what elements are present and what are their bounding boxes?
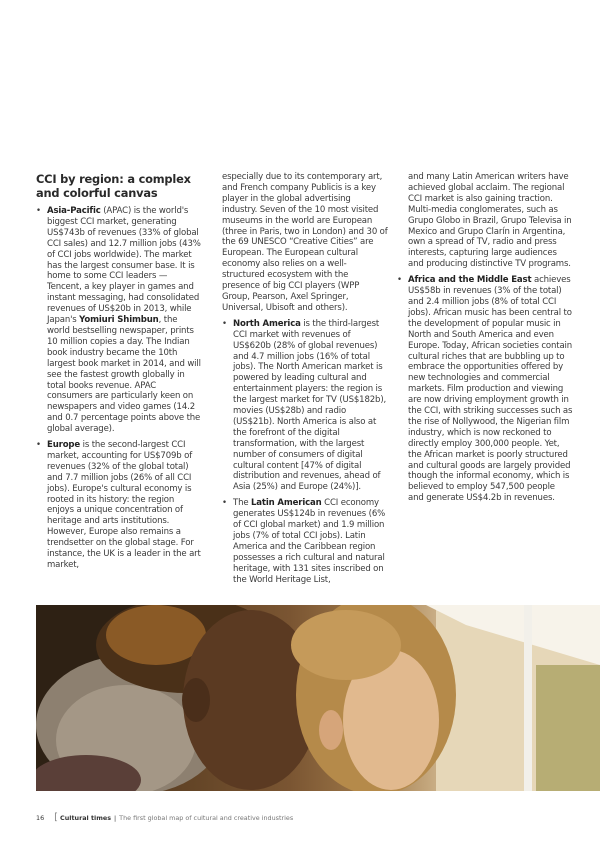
column-1: [36, 172, 202, 576]
bullet-icon: •: [36, 206, 41, 216]
publication-subtitle: The first global map of cultural and creative industries: [119, 814, 294, 822]
photo-two-women-looking-up: [36, 605, 600, 791]
column-3: [397, 172, 573, 509]
bracket-mark: [: [54, 812, 59, 823]
bullet-icon: •: [222, 318, 227, 329]
bullet-north-america: • North America is the third-largest CCI market with revenues of US$620b (28% of global revenues) and 4.7 million jobs (16% of total jobs). The North American market is powered by leading cultural and entertainment players: the region is the largest market for TV (US$182b), movies (US$28b) and radio (US$21b). North America is also at the forefront of the digital transformation, with the largest number of consumers of digital cultural content [47% of digital distribution and revenues, ahead of Asia (25%) and Europe (24%)].: [222, 318, 387, 493]
page-number: 16: [36, 814, 45, 822]
page-footer: [36, 814, 293, 822]
publication-title: Cultural times: [60, 814, 112, 822]
bullet-asia-pacific: • Asia-Pacific (APAC) is the world's biggest CCI market, generating US$743b of revenues (33% of global CCI sales) and 12.7 million jobs (43% of CCI jobs worldwide). The market has the largest consumer base. It is home to some CCI leaders — Tencent, a key player in games and instant messaging, had consolidated revenues of US$20b in 2013, while Japan's Yomiuri Shimbun, the world bestselling newspaper, prints 10 million copies a day. The Indian book industry became the 10th largest book market in 2014, and will see the fastest growth globally in total books revenue. APAC consumers are particularly keen on newspapers and video games (14.2 and 0.7 percentage points above the global average).: [36, 206, 201, 435]
europe-continued: especially due to its contemporary art, and French company Publicis is a key player in the global advertising industry. Seven of the 10 most visited museums in the world are European (three in Paris, two in London) and 30 of the 69 UNESCO “Creative Cities” are European. The European cultural economy also relies on a well-structured ecosystem with the presence of big CCI players (WPP Group, Pearson, Axel Springer, Universal, Ubisoft and others).: [222, 172, 388, 313]
photo-illustration: [36, 605, 600, 791]
bullet-icon: •: [222, 498, 227, 509]
bullet-latin-america: • The Latin American CCI economy generates US$124b in revenues (6% of CCI global market) and 1.9 million jobs (7% of total CCI jobs). Latin America and the Caribbean region possesses a rich cultural and natural heritage, with 131 sites inscribed on the World Heritage List,: [222, 498, 386, 585]
section-heading: CCI by region: a complex and colorful canvas: [36, 172, 191, 200]
bullet-europe: • Europe is the second-largest CCI market, accounting for US$709b of revenues (32% of the global total) and 7.7 million jobs (26% of all CCI jobs). Europe's cultural economy is rooted in its history: the region enjoys a unique concentration of heritage and arts institutions. However, Europe also remains a trendsetter on the global stage. For instance, the UK is a leader in the art market,: [36, 440, 201, 570]
bullet-africa-middle-east: • Africa and the Middle East achieves US$58b in revenues (3% of the total) and 2.4 million jobs (8% of total CCI jobs). African music has been central to the development of popular music in North and South America and even Europe. Today, African societies contain cultural riches that are bubbling up to embrace the opportunities offered by new technologies and commercial markets. Film production and viewing are now driving employment growth in the CCI, with striking successes such as the rise of Nollywood, the Nigerian film industry, which is now reckoned to directly employ 300,000 people. Yet, the African market is poorly structured and cultural goods are largely provided though the informal economy, which is believed to employ 547,500 people and generate US$4.2b in revenues.: [397, 275, 573, 504]
latin-america-continued: and many Latin American writers have achieved global acclaim. The regional CCI market is also gaining traction. Multi-media conglomerates, such as Grupo Globo in Brazil, Grupo Televisa in Mexico and Grupo Clarín in Argentina, own a spread of TV, radio and press interests, capturing large audiences and producing distinctive TV programs.: [408, 172, 572, 270]
column-2: [222, 172, 388, 591]
bullet-icon: •: [36, 440, 41, 451]
bullet-icon: •: [397, 275, 402, 286]
footer-separator: |: [114, 814, 117, 822]
